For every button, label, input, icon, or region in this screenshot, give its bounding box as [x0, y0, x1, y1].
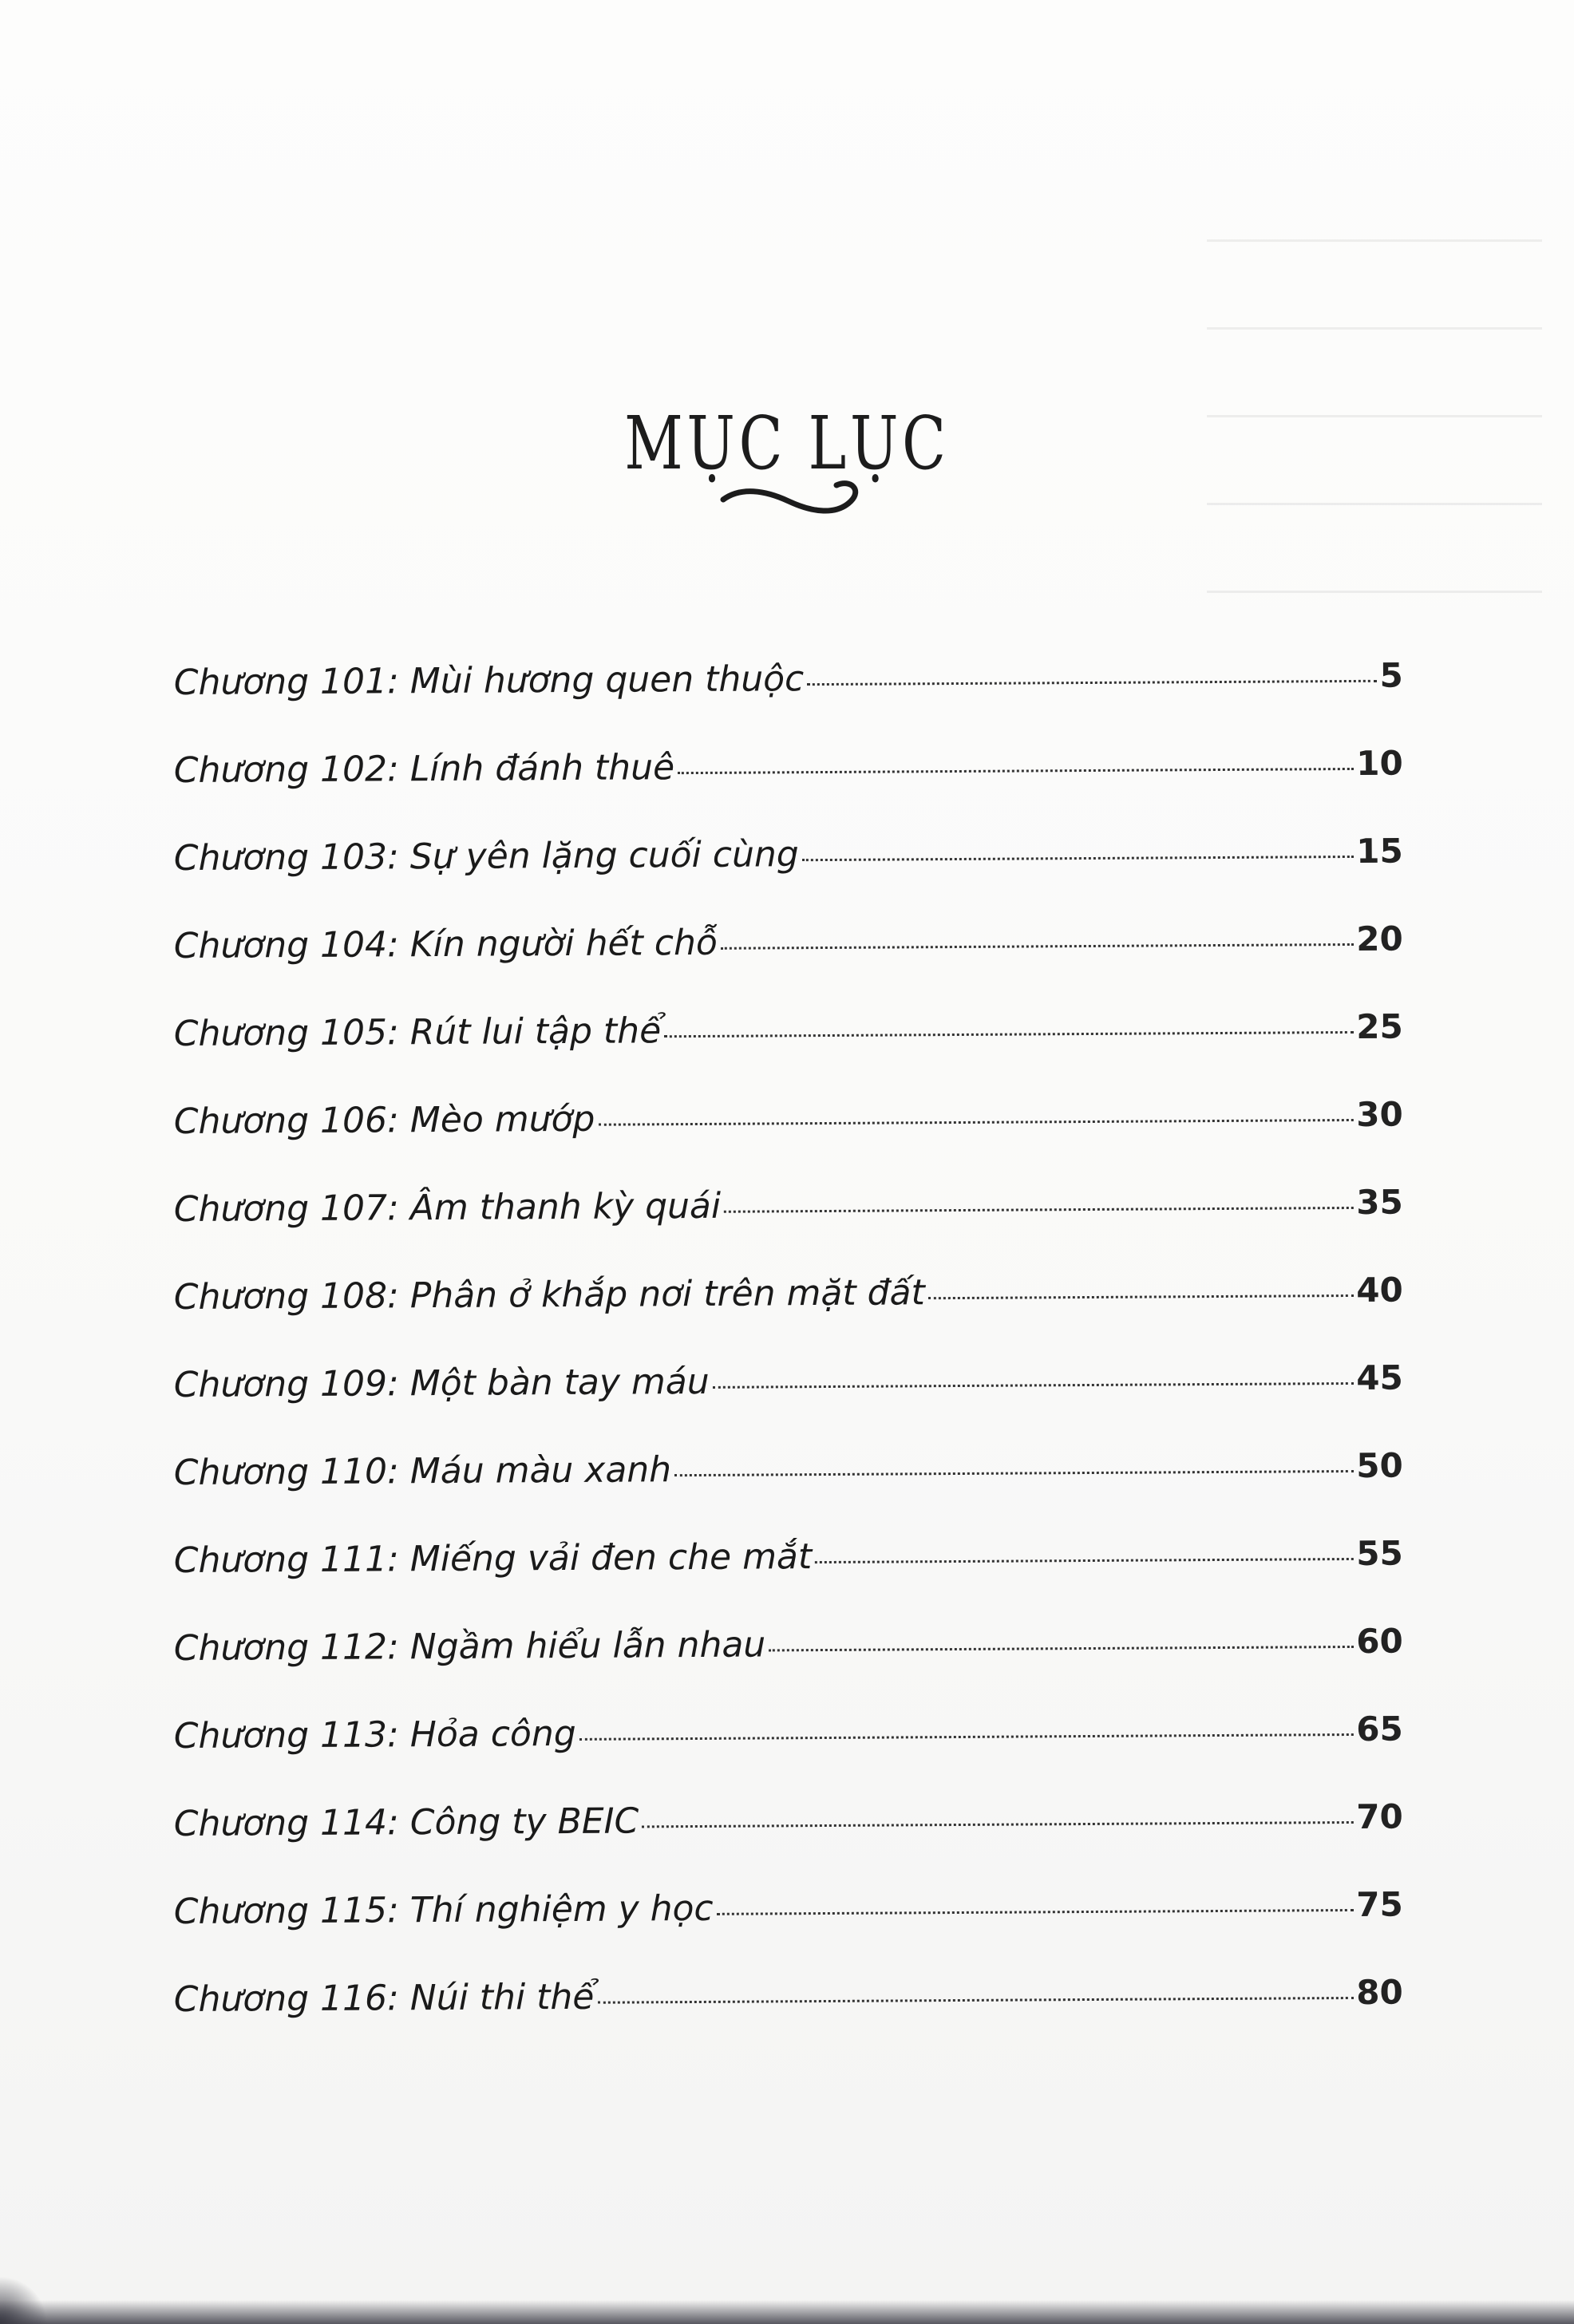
toc-entry-page-number: 80 [1356, 1972, 1403, 2012]
toc-entry[interactable] [174, 1445, 1404, 1540]
page-edge-shadow [0, 2300, 1574, 2324]
toc-dot-leader [815, 1558, 1353, 1563]
toc-entry-page-number: 45 [1356, 1358, 1403, 1397]
toc-entry[interactable] [174, 1182, 1404, 1277]
toc-dot-leader [597, 1997, 1353, 2004]
toc-dot-leader [598, 1119, 1353, 1126]
toc-entry[interactable] [174, 1006, 1404, 1101]
toc-dot-leader [713, 1382, 1354, 1389]
toc-entry-title: Chương 113: Hỏa công [173, 1713, 576, 1757]
toc-entry-title: Chương 109: Một bàn tay máu [173, 1361, 710, 1405]
toc-entry[interactable] [174, 1533, 1404, 1628]
toc-entry-title: Chương 101: Mùi hương quen thuộc [173, 658, 805, 704]
toc-dot-leader [721, 943, 1354, 950]
toc-entry[interactable] [174, 1884, 1404, 1979]
toc-entry[interactable] [174, 655, 1404, 750]
toc-entry[interactable] [174, 831, 1404, 926]
toc-entry[interactable] [174, 743, 1404, 838]
toc-entry-page-number: 30 [1356, 1094, 1403, 1134]
toc-entry-page-number: 70 [1356, 1796, 1403, 1836]
toc-entry-page-number: 60 [1356, 1621, 1403, 1661]
toc-dot-leader [769, 1646, 1353, 1651]
toc-entry-title: Chương 107: Âm thanh kỳ quái [173, 1185, 722, 1230]
toc-dot-leader [642, 1821, 1353, 1828]
toc-dot-leader [928, 1294, 1354, 1299]
toc-dot-leader [678, 768, 1353, 774]
ornament-swash-icon [717, 469, 868, 525]
toc-entry-title: Chương 106: Mèo mướp [173, 1098, 595, 1142]
toc-entry-title: Chương 115: Thí nghiệm y học [173, 1887, 714, 1932]
toc-entry[interactable] [174, 1094, 1404, 1189]
toc-entry-title: Chương 108: Phân ở khắp nơi trên mặt đất [173, 1272, 925, 1318]
toc-entry-title: Chương 116: Núi thi thể [173, 1976, 595, 2020]
toc-entry-title: Chương 103: Sự yên lặng cuối cùng [173, 834, 799, 879]
toc-entry[interactable] [174, 1358, 1404, 1452]
toc-entry-title: Chương 105: Rút lui tập thể [173, 1010, 662, 1054]
toc-entry-page-number: 65 [1356, 1709, 1403, 1749]
toc-entry-page-number: 40 [1356, 1270, 1403, 1310]
toc-entry-title: Chương 102: Lính đánh thuê [173, 747, 675, 792]
toc-entry[interactable] [174, 919, 1404, 1014]
toc-entry-page-number: 20 [1356, 919, 1403, 958]
toc-entry-page-number: 25 [1356, 1006, 1403, 1046]
toc-entry-title: Chương 112: Ngầm hiểu lẫn nhau [173, 1624, 766, 1669]
toc-dot-leader [724, 1207, 1353, 1213]
toc-dot-leader [717, 1909, 1354, 1915]
toc-entry-page-number: 15 [1356, 831, 1403, 871]
toc-entry-page-number: 75 [1356, 1884, 1403, 1924]
page-corner-shadow [0, 2276, 48, 2324]
toc-dot-leader [807, 680, 1376, 686]
toc-entry-title: Chương 104: Kín người hết chỗ [173, 922, 718, 966]
toc-entry-page-number: 10 [1356, 743, 1403, 783]
page-title: MỤC LỤC [624, 400, 950, 486]
toc-entry[interactable] [174, 1972, 1404, 2067]
toc-entry-page-number: 5 [1379, 655, 1403, 695]
toc-entry-page-number: 35 [1356, 1182, 1403, 1222]
toc-entry-title: Chương 111: Miếng vải đen che mắt [173, 1536, 813, 1582]
table-of-contents [173, 655, 1403, 2067]
toc-dot-leader [802, 856, 1354, 861]
toc-entry[interactable] [174, 1709, 1404, 1804]
toc-entry[interactable] [174, 1621, 1404, 1716]
toc-entry[interactable] [174, 1796, 1404, 1891]
toc-entry-title: Chương 114: Công ty BEIC [173, 1800, 639, 1844]
toc-entry[interactable] [174, 1270, 1404, 1365]
toc-dot-leader [674, 1470, 1353, 1476]
toc-entry-page-number: 55 [1356, 1533, 1403, 1573]
toc-entry-title: Chương 110: Máu màu xanh [173, 1449, 672, 1494]
toc-entry-page-number: 50 [1356, 1445, 1403, 1485]
toc-dot-leader [579, 1733, 1354, 1741]
toc-dot-leader [664, 1031, 1353, 1038]
